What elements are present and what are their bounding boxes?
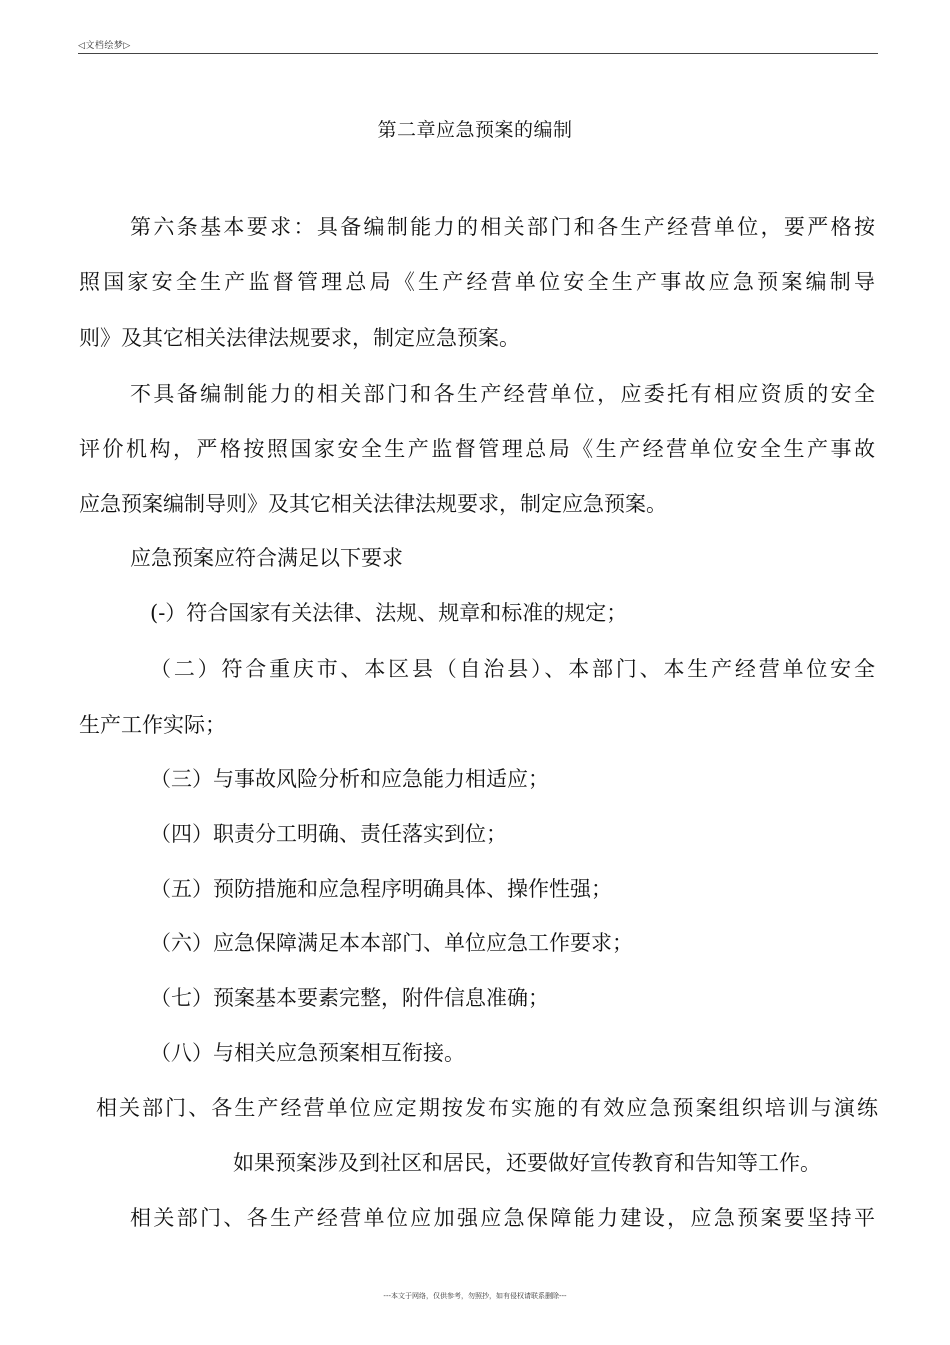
paragraph-line: 评价机构，严格按照国家安全生产监督管理总局《生产经营单位安全生产事故	[79, 437, 875, 461]
list-item: (-）符合国家有关法律、法规、规章和标准的规定；	[150, 601, 628, 625]
list-item-continuation: 生产工作实际；	[79, 713, 226, 737]
paragraph-line: 应急预案编制导则》及其它相关法律法规要求，制定应急预案。	[79, 492, 667, 516]
list-item: （四）职责分工明确、责任落实到位；	[150, 822, 507, 846]
footer-disclaimer: ---本文于网络，仅供参考，勿照抄，如有侵权请联系删除---	[383, 1292, 567, 1300]
header-divider	[78, 53, 878, 54]
paragraph-line: 相关部门、各生产经营单位应定期按发布实施的有效应急预案组织培训与演练	[96, 1096, 878, 1120]
list-item: （七）预案基本要素完整，附件信息准确；	[150, 986, 549, 1010]
list-item: （八）与相关应急预案相互衔接。	[150, 1041, 465, 1065]
paragraph-line: 照国家安全生产监督管理总局《生产经营单位安全生产事故应急预案编制导	[79, 270, 875, 294]
header-logo-mark: ◁文档绘梦▷	[78, 41, 131, 51]
chapter-title: 第二章应急预案的编制	[377, 119, 573, 141]
list-item: （六）应急保障满足本本部门、单位应急工作要求；	[150, 931, 633, 955]
paragraph-line: 应急预案应符合满足以下要求	[130, 546, 403, 570]
paragraph-line: 第六条基本要求：具备编制能力的相关部门和各生产经营单位，要严格按	[130, 215, 875, 239]
list-item: （二）符合重庆市、本区县（自治县）、本部门、本生产经营单位安全	[150, 657, 875, 681]
paragraph-line: 不具备编制能力的相关部门和各生产经营单位，应委托有相应资质的安全	[130, 382, 875, 406]
paragraph-line: 相关部门、各生产经营单位应加强应急保障能力建设，应急预案要坚持平	[130, 1206, 875, 1230]
list-item: （三）与事故风险分析和应急能力相适应；	[150, 767, 549, 791]
paragraph-line: 如果预案涉及到社区和居民，还要做好宣传教育和告知等工作。	[233, 1151, 821, 1175]
paragraph-line: 则》及其它相关法律法规要求，制定应急预案。	[79, 326, 520, 350]
list-item: （五）预防措施和应急程序明确具体、操作性强；	[150, 877, 612, 901]
